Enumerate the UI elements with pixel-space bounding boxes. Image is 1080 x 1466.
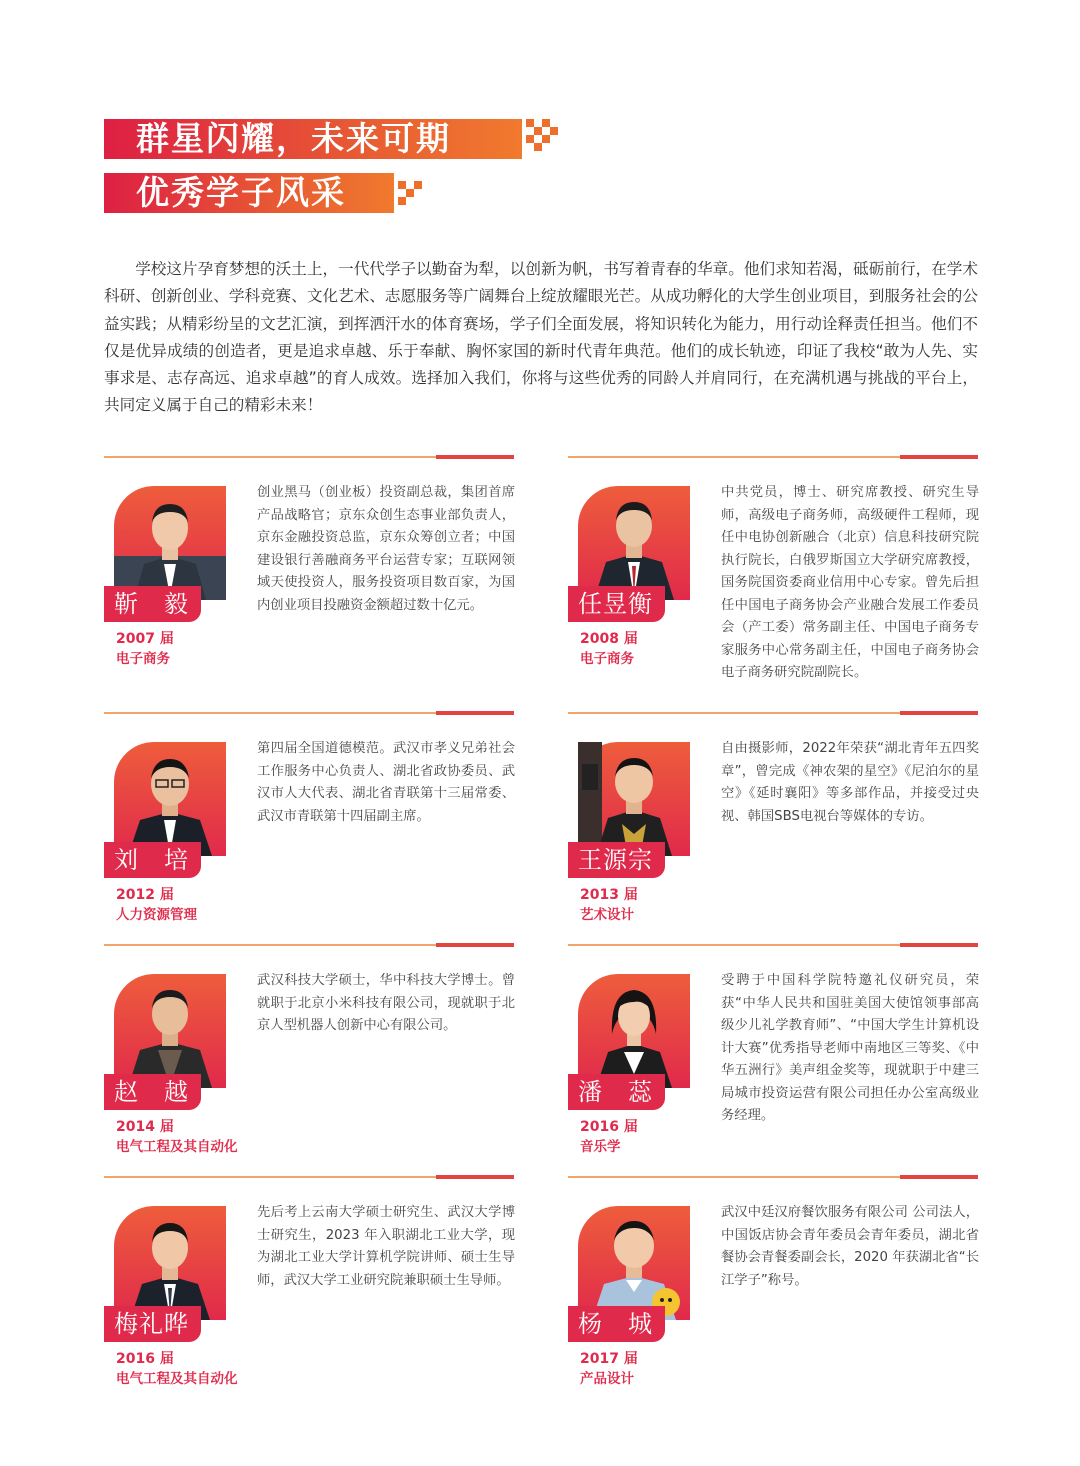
card-divider — [568, 456, 978, 458]
card-divider — [568, 1176, 978, 1178]
alumni-name: 梅礼晔 — [104, 1306, 201, 1342]
alumni-major: 电气工程及其自动化 — [116, 1139, 238, 1155]
alumni-name: 刘 培 — [104, 842, 201, 878]
card-divider — [568, 944, 978, 946]
portrait-photo — [114, 486, 226, 600]
alumni-major: 产品设计 — [580, 1371, 634, 1387]
alumni-year: 2007 届 — [116, 631, 174, 647]
alumni-major: 电子商务 — [116, 651, 170, 667]
card-divider — [104, 944, 514, 946]
portrait-photo — [114, 742, 226, 856]
alumni-major: 电子商务 — [580, 651, 634, 667]
page-title: 群星闪耀，未来可期 — [136, 119, 451, 158]
card-divider — [104, 1176, 514, 1178]
alumni-bio: 武汉中廷汉府餐饮服务有限公司 公司法人，中国饭店协会青年委员会青年委员，湖北省餐协会青餐委副会长，2020 年获湖北省“长江学子”称号。 — [721, 1205, 979, 1288]
alumni-card-jin-yi — [104, 456, 514, 676]
page-subtitle: 优秀学子风采 — [136, 173, 346, 212]
alumni-card-zhao-yue — [104, 944, 514, 1164]
card-divider — [104, 456, 514, 458]
alumni-card-wang-yuanzong — [568, 712, 978, 932]
alumni-card-ren-yuheng — [568, 456, 979, 680]
title-banner-2 — [104, 173, 424, 213]
alumni-card-liu-pei — [104, 712, 514, 932]
alumni-year: 2013 届 — [580, 887, 638, 903]
alumni-bio: 先后考上云南大学硕士研究生、武汉大学博士研究生，2023 年入职湖北工业大学，现为湖北工业大学计算机学院讲师、硕士生导师，武汉大学工业研究院兼职硕士生导师。 — [257, 1205, 515, 1288]
title-banner-1 — [104, 119, 564, 159]
alumni-bio: 自由摄影师，2022年荣获“湖北青年五四奖章”，曾完成《神农架的星空》《尼泊尔的星空》《延时襄阳》等多部作品，并接受过央视、韩国SBS电视台等媒体的专访。 — [721, 741, 979, 824]
alumni-name: 潘 蕊 — [568, 1074, 665, 1110]
portrait-photo — [114, 974, 226, 1088]
alumni-bio: 武汉科技大学硕士，华中科技大学博士。曾就职于北京小米科技有限公司，现就职于北京人型机器人创新中心有限公司。 — [257, 973, 515, 1033]
alumni-year: 2016 届 — [116, 1351, 174, 1367]
alumni-major: 电气工程及其自动化 — [116, 1371, 238, 1387]
alumni-year: 2017 届 — [580, 1351, 638, 1367]
portrait-photo — [578, 1206, 690, 1320]
alumni-major: 音乐学 — [580, 1139, 621, 1155]
alumni-year: 2016 届 — [580, 1119, 638, 1135]
alumni-year: 2008 届 — [580, 631, 638, 647]
alumni-card-yang-cheng — [568, 1176, 978, 1396]
alumni-name: 王源宗 — [568, 842, 665, 878]
alumni-name: 杨 城 — [568, 1306, 665, 1342]
alumni-major: 人力资源管理 — [116, 907, 197, 923]
alumni-bio: 受聘于中国科学院特邀礼仪研究员，荣获“中华人民共和国驻美国大使馆领事部高级少儿礼学教育师”、“中国大学生计算机设计大赛”优秀指导老师中南地区三等奖、《中华五洲行》美声组金奖等，现就职于中建三局城市投资运营有限公司担任办公室高级业务经理。 — [721, 973, 979, 1123]
intro-paragraph: 学校这片孕育梦想的沃土上，一代代学子以勤奋为犁，以创新为帆，书写着青春的华章。他们求知若渴，砥砺前行，在学术科研、创新创业、学科竞赛、文化艺术、志愿服务等广阔舞台上绽放耀眼光芒。从成功孵化的大学生创业项目，到服务社会的公益实践；从精彩纷呈的文艺汇演，到挥洒汗水的体育赛场，学子们全面发展，将知识转化为能力，用行动诠释责任担当。他们不仅是优异成绩的创造者，更是追求卓越、乐于奉献、胸怀家国的新时代青年典范。他们的成长轨迹，印证了我校“敢为人先、实事求是、志存高远、追求卓越”的育人成效。选择加入我们，你将与这些优秀的同龄人并肩同行，在充满机遇与挑战的平台上，共同定义属于自己的精彩未来！ — [104, 260, 978, 415]
portrait-photo — [114, 1206, 226, 1320]
alumni-major: 艺术设计 — [580, 907, 634, 923]
alumni-bio: 创业黑马（创业板）投资副总裁，集团首席产品战略官；京东众创生态事业部负责人，京东金融投资总监，京东众筹创立者；中国建设银行善融商务平台运营专家；互联网领域天使投资人，服务投资项目数百家，为国内创业项目投融资金额超过数十亿元。 — [257, 485, 515, 613]
card-divider — [568, 712, 978, 714]
alumni-card-mei-liye — [104, 1176, 514, 1396]
alumni-card-pan-rui — [568, 944, 978, 1164]
alumni-name: 靳 毅 — [104, 586, 201, 622]
alumni-bio: 中共党员，博士、研究席教授、研究生导师，高级电子商务师，高级硬件工程师，现任中电协创新融合（北京）信息科技研究院执行院长，白俄罗斯国立大学研究席教授，国务院国资委商业信用中心专家。曾先后担任中国电子商务协会产业融合发展工作委员会（产工委）常务副主任、中国电子商务专家服务中心常务副主任，中国电子商务协会电子商务研究院副院长。 — [721, 485, 979, 680]
card-divider — [104, 712, 514, 714]
alumni-name: 赵 越 — [104, 1074, 201, 1110]
portrait-photo — [578, 974, 690, 1088]
portrait-photo — [578, 742, 690, 856]
alumni-year: 2014 届 — [116, 1119, 174, 1135]
alumni-name: 任昱衡 — [568, 586, 665, 622]
alumni-bio: 第四届全国道德模范。武汉市孝义兄弟社会工作服务中心负责人、湖北省政协委员、武汉市人大代表、湖北省青联第十三届常委、武汉市青联第十四届副主席。 — [257, 741, 515, 824]
portrait-photo — [578, 486, 690, 600]
alumni-year: 2012 届 — [116, 887, 174, 903]
